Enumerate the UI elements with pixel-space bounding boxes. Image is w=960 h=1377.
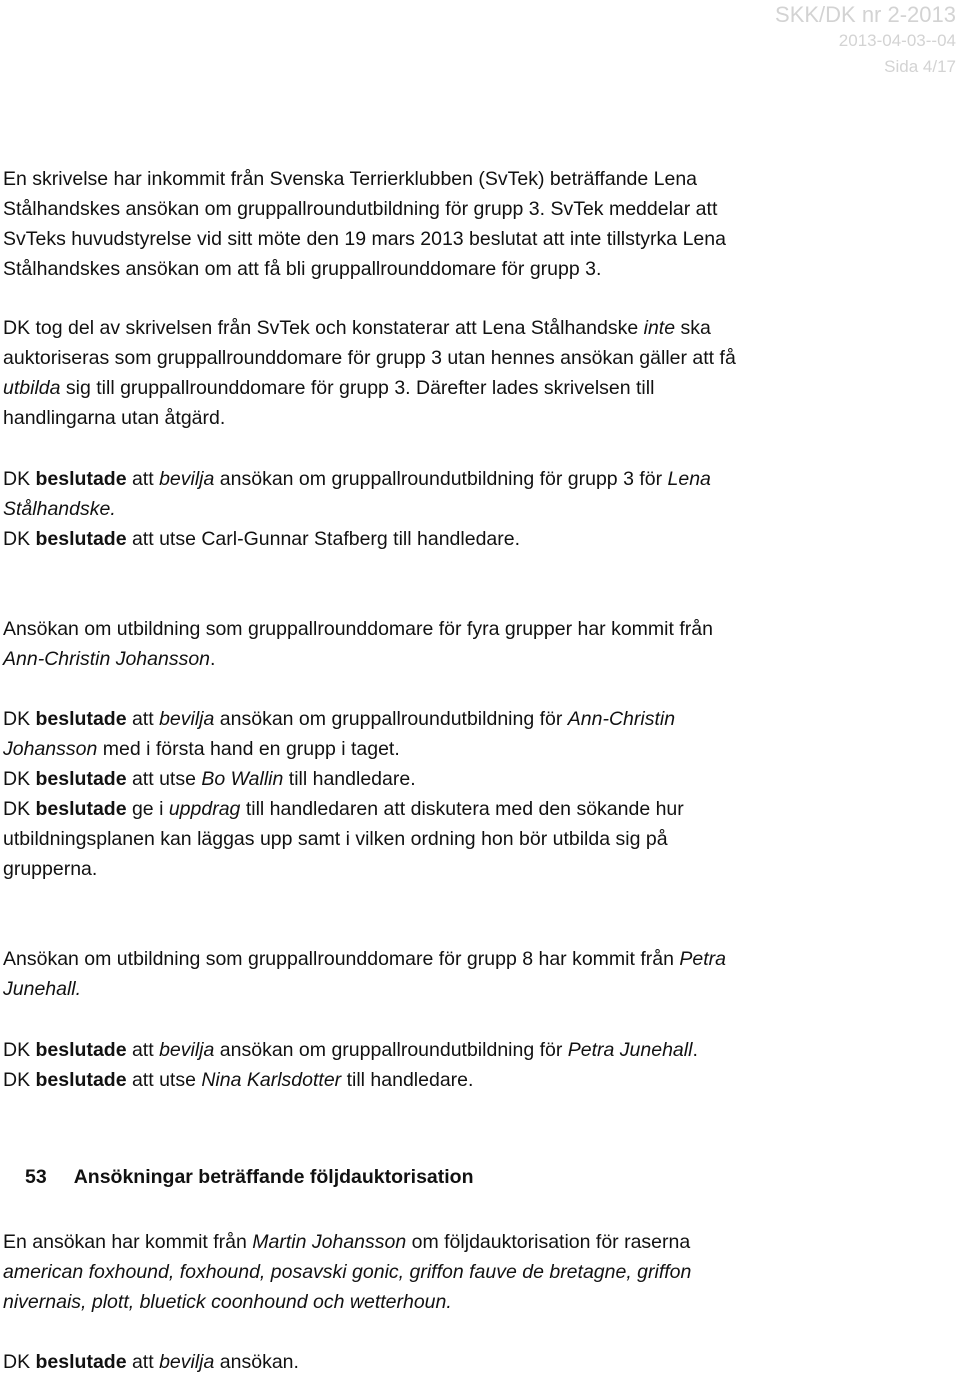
text-line [3,764,684,794]
text-run: ge i [126,798,169,820]
text-run: DK [3,768,36,790]
bold-text: beslutade [35,1069,127,1091]
text-run: ska [675,317,711,339]
text-run: till handledaren att diskutera med den sökande hur [240,798,684,820]
emphasis: uppdrag [168,798,241,820]
person-name: Martin Johansson [252,1231,407,1253]
person-name: Junehall. [3,978,82,1000]
person-name: Bo Wallin [201,768,284,790]
text-line: utbildningsplanen kan läggas upp samt i vilken ordning hon bör utbilda sig på [3,828,668,850]
text-run: DK [3,1039,36,1061]
emphasis: bevilja [159,1039,215,1061]
text-run: DK [3,528,36,550]
text-line: SvTeks huvudstyrelse vid sitt möte den 19 mars 2013 beslutat att inte tillstyrka Lena [3,228,726,250]
text-run: En ansökan har kommit från [3,1231,253,1253]
text-line [3,1227,691,1257]
text-line: grupperna. [3,858,98,880]
text-line [3,464,711,494]
bold-text: beslutade [35,528,127,550]
text-line [3,644,713,674]
text-line [3,734,684,764]
person-name: Johansson [3,738,98,760]
bold-text: beslutade [35,1039,127,1061]
text-run: till handledare. [341,1069,474,1091]
bold-text: beslutade [35,708,127,730]
text-run: DK [3,1351,36,1373]
paragraph-application-martin-johansson [3,1227,691,1317]
bold-text: beslutade [35,768,127,790]
paragraph-decision-stalhandske [3,464,711,554]
paragraph-decision-junehall [3,1035,698,1095]
text-line [3,1035,698,1065]
text-line: Ansökan om utbildning som gruppallrounddomare för fyra grupper har kommit från [3,618,713,640]
text-run: att [126,1039,160,1061]
text-line [3,1347,299,1377]
document-date: 2013-04-03--04 [838,31,956,50]
emphasis: inte [643,317,676,339]
text-line [3,373,736,403]
section-heading [3,1162,474,1192]
text-line: Stålhandskes ansökan om gruppallroundutbildning för grupp 3. SvTek meddelar att [3,198,718,220]
person-name: Lena [667,468,711,490]
breed-list: nivernais, plott, bluetick coonhound och wetterhoun. [3,1291,452,1313]
text-run: ansökan. [214,1351,299,1373]
text-line: En skrivelse har inkommit från Svenska Terrierklubben (SvTek) beträffande Lena [3,168,698,190]
text-run: att utse Carl-Gunnar Stafberg till handledare. [126,528,521,550]
text-line [3,704,684,734]
paragraph-decision-johansson [3,704,684,884]
paragraph-application-junehall [3,944,726,1004]
text-run: DK tog del av skrivelsen från SvTek och konstaterar att Lena Stålhandske [3,317,644,339]
person-name: Petra [679,948,726,970]
text-run: Ansökan om utbildning som gruppallrounddomare för grupp 8 har kommit från [3,948,680,970]
person-name: Nina Karlsdotter [201,1069,342,1091]
text-run: om följdauktorisation för raserna [406,1231,691,1253]
text-run: att [126,1351,160,1373]
person-name: Ann-Christin Johansson [3,648,211,670]
person-name: Ann-Christin [567,708,676,730]
bold-text: beslutade [35,1351,127,1373]
paragraph-svtek-letter [3,164,726,284]
text-line [3,794,684,824]
emphasis: utbilda [3,377,61,399]
text-run: att [126,468,160,490]
section-number: 53 [25,1166,47,1188]
bold-text: beslutade [35,798,127,820]
text-run: ansökan om gruppallroundutbildning för [214,708,568,730]
section-title: Ansökningar beträffande följdauktorisation [73,1166,474,1188]
bold-text: beslutade [35,468,127,490]
text-line: Stålhandskes ansökan om att få bli gruppallrounddomare för grupp 3. [3,258,602,280]
text-run: DK [3,798,36,820]
text-run: sig till gruppallrounddomare för grupp 3. Därefter lades skrivelsen till [60,377,655,399]
text-line: handlingarna utan åtgärd. [3,407,226,429]
text-line [3,524,711,554]
text-run: . [210,648,216,670]
text-line [3,313,736,343]
text-run: att utse [126,768,202,790]
breed-list: american foxhound, foxhound, posavski gonic, griffon fauve de bretagne, griffon [3,1261,692,1283]
paragraph-application-johansson [3,614,713,674]
text-run: ansökan om gruppallroundutbildning för [214,1039,568,1061]
page-header [775,0,956,80]
text-run: med i första hand en grupp i taget. [97,738,400,760]
person-name: Petra Junehall [567,1039,693,1061]
text-line [3,1065,698,1095]
text-run: att utse [126,1069,202,1091]
emphasis: bevilja [159,1351,215,1373]
page-number: Sida 4/17 [884,57,956,76]
text-run: att [126,708,160,730]
text-run: till handledare. [283,768,416,790]
text-line: auktoriseras som gruppallrounddomare för grupp 3 utan hennes ansökan gäller att få [3,347,736,369]
text-run: DK [3,1069,36,1091]
paragraph-dk-conclusion [3,313,736,433]
person-name: Stålhandske. [3,498,116,520]
text-run: DK [3,468,36,490]
text-line [3,944,726,974]
document-id: SKK/DK nr 2-2013 [775,2,956,27]
emphasis: bevilja [159,468,215,490]
text-run: DK [3,708,36,730]
text-run: ansökan om gruppallroundutbildning för grupp 3 för [214,468,668,490]
paragraph-decision-martin-johansson [3,1347,299,1377]
text-run: . [692,1039,698,1061]
emphasis: bevilja [159,708,215,730]
